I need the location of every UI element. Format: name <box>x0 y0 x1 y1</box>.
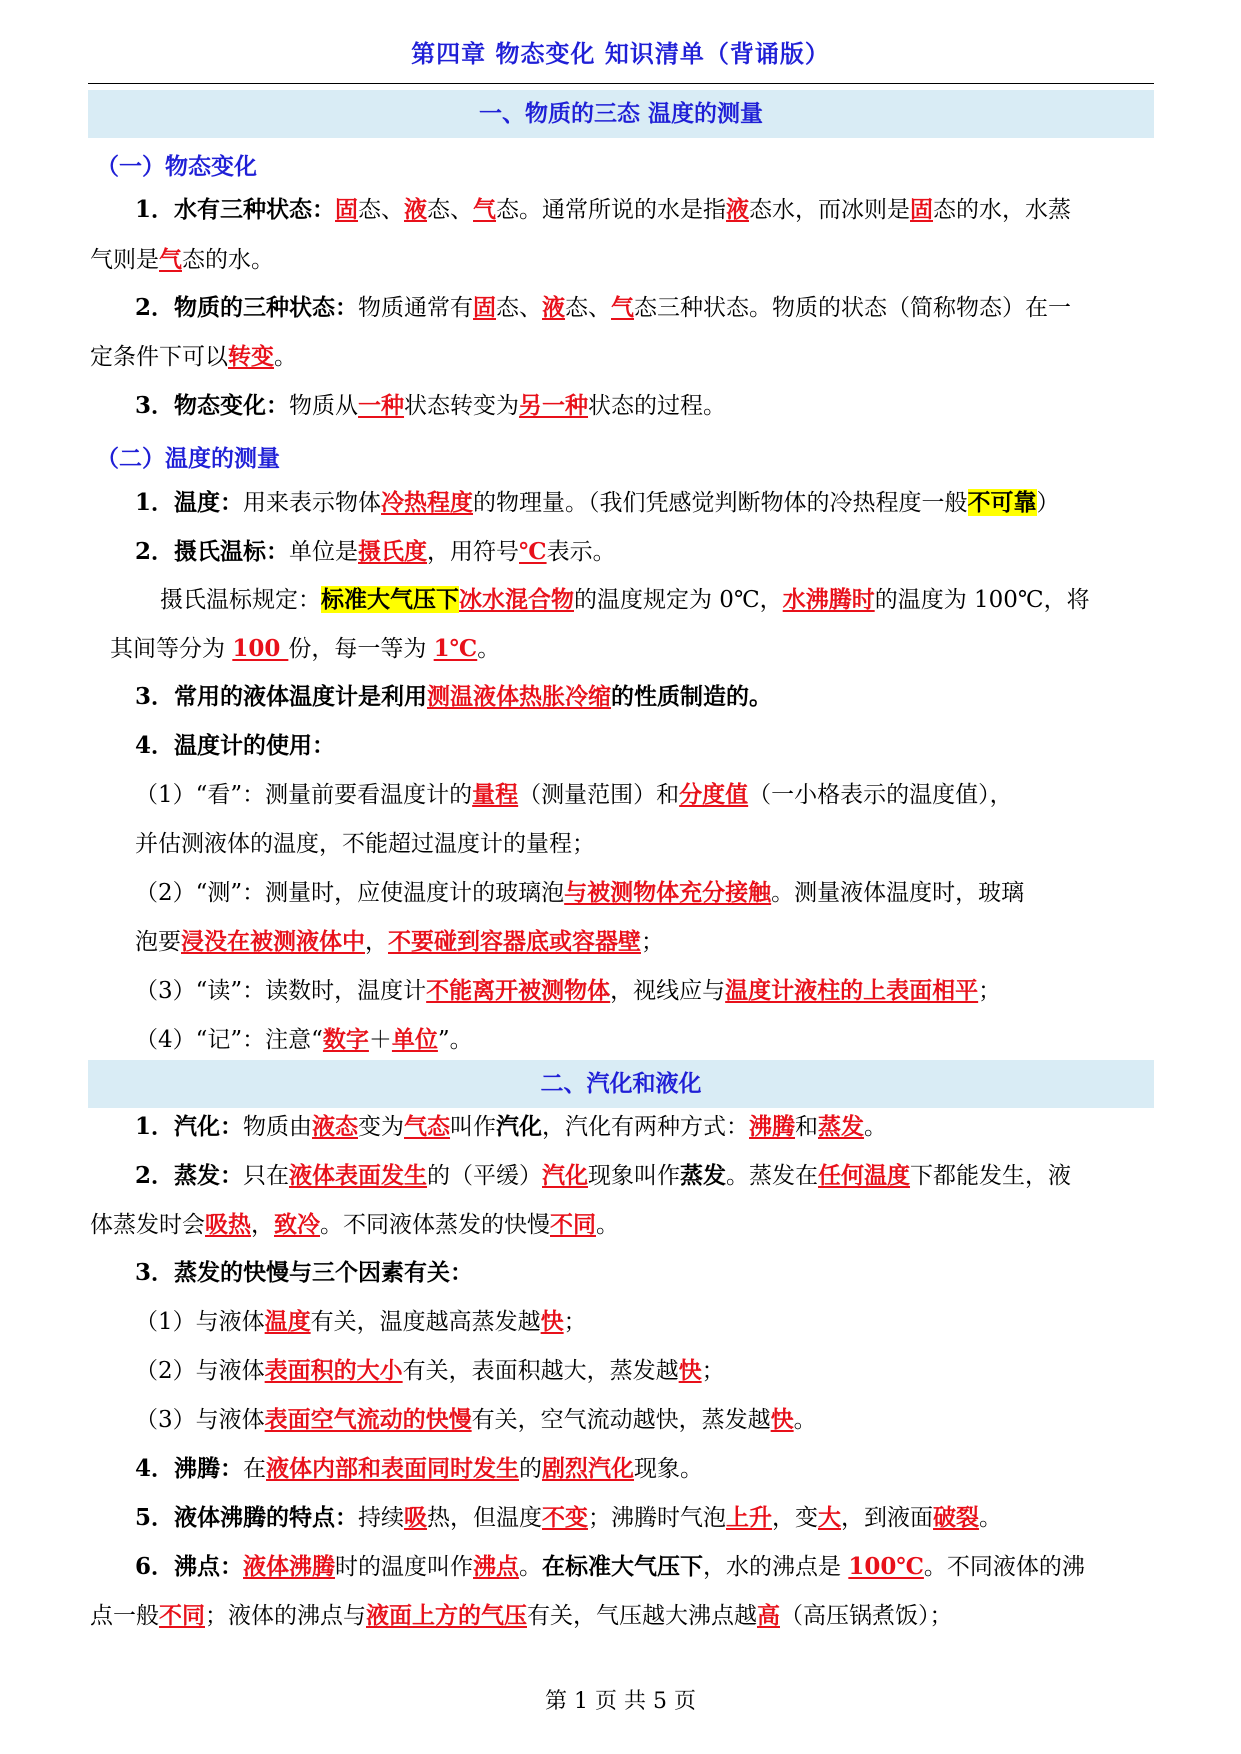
bold-text: 2．物质的三种状态： <box>135 294 359 321</box>
plain-text: （2）“测”：测量时，应使温度计的玻璃泡 <box>135 880 565 906</box>
text-line <box>135 1307 587 1337</box>
answer-text: 液态 <box>312 1113 359 1140</box>
bold-text: 1．水有三种状态： <box>135 196 336 223</box>
text-line <box>135 1405 817 1435</box>
bold-text: 1．温度： <box>135 489 244 516</box>
plain-text: 和 <box>795 1114 819 1140</box>
answer-text: 与被测物体充分接触 <box>564 879 772 906</box>
answer-text: 沸腾 <box>749 1113 796 1140</box>
answer-text: 分度值 <box>679 781 749 808</box>
plain-text: 气则是 <box>90 247 159 273</box>
plain-text: 有关，气压越大沸点越 <box>527 1603 757 1629</box>
plain-text: 单位是 <box>289 539 359 565</box>
bold-text: 汽化 <box>496 1113 543 1140</box>
answer-text: 气 <box>159 246 182 273</box>
bold-text: 3．物态变化： <box>135 392 290 419</box>
text-line <box>135 731 335 761</box>
text-line <box>135 829 595 859</box>
answer-text: 剧烈汽化 <box>542 1455 635 1482</box>
plain-text: （一小格表示的温度值）， <box>748 782 1013 808</box>
plain-text: （1）“看”：测量前要看温度计的 <box>135 782 473 808</box>
page-footer: 第 1 页 共 5 页 <box>545 1689 696 1714</box>
answer-text: 数字 <box>322 1026 369 1053</box>
text-line <box>135 1552 1085 1582</box>
answer-text: 100℃ <box>848 1553 924 1580</box>
plain-text: ，汽化有两种方式： <box>542 1114 750 1140</box>
plain-text: 。 <box>979 1505 1003 1531</box>
highlight-text: 不可靠 <box>967 489 1037 516</box>
text-line <box>135 682 772 712</box>
answer-text: 高 <box>757 1602 780 1629</box>
plain-text: 态、 <box>427 197 474 223</box>
answer-text: 任何温度 <box>818 1162 911 1189</box>
text-line <box>90 342 297 372</box>
answer-text: 快 <box>770 1406 794 1433</box>
plain-text: 的（平缓） <box>427 1163 543 1189</box>
text-line <box>135 1356 725 1386</box>
answer-text: 大 <box>818 1504 842 1531</box>
answer-text: 不变 <box>542 1504 589 1531</box>
plain-text: ；液体的沸点与 <box>205 1603 366 1629</box>
text-line <box>90 1210 619 1240</box>
answer-text: 液体内部和表面同时发生 <box>266 1455 520 1482</box>
plain-text: 物质从 <box>289 393 359 419</box>
answer-text: 测温液体热胀冷缩 <box>427 683 612 710</box>
answer-text: 不能离开被测物体 <box>426 977 611 1004</box>
plain-text: 泡要 <box>135 929 181 955</box>
answer-text: 1℃ <box>433 635 478 662</box>
plain-text: 物质由 <box>243 1114 313 1140</box>
answer-text: 水沸腾时 <box>782 586 875 613</box>
plain-text: （4）“记”：注意“ <box>135 1027 323 1053</box>
plain-text: ；沸腾时气泡 <box>588 1505 727 1531</box>
plain-text: ， <box>251 1212 274 1238</box>
answer-text: 液体沸腾 <box>243 1553 336 1580</box>
plain-text: ； <box>978 978 1002 1004</box>
answer-text: 不同 <box>159 1602 205 1629</box>
plain-text: 的温度为 100℃，将 <box>874 587 1090 613</box>
plain-text: （2）与液体 <box>135 1358 265 1384</box>
text-line <box>135 1503 1002 1533</box>
plain-text: ，视线应与 <box>610 978 726 1004</box>
answer-text: 不要碰到容器底或容器壁 <box>388 928 641 955</box>
text-line <box>135 1258 473 1288</box>
answer-text: 一种 <box>358 392 405 419</box>
plain-text: 热，但温度 <box>427 1505 543 1531</box>
answer-text: 固 <box>910 196 934 223</box>
plain-text: 点一般 <box>90 1603 159 1629</box>
text-line <box>135 1025 473 1055</box>
plain-text: 现象。 <box>634 1456 704 1482</box>
answer-text: 摄氏度 <box>358 538 428 565</box>
plain-text: ，用符号 <box>427 539 520 565</box>
plain-text: 。 <box>596 1212 619 1238</box>
plain-text: 。不同液体的沸 <box>923 1554 1085 1580</box>
bold-text: 3．常用的液体温度计是利用 <box>135 683 428 710</box>
answer-text: 液面上方的气压 <box>366 1602 527 1629</box>
plain-text: 物质通常有 <box>358 295 474 321</box>
section-heading-1: 一、物质的三态 温度的测量 <box>88 90 1154 138</box>
answer-text: 液 <box>542 294 566 321</box>
text-line <box>90 245 274 275</box>
plain-text: 态、 <box>358 197 405 223</box>
plain-text: ，变 <box>772 1505 819 1531</box>
text-line <box>135 976 1001 1006</box>
plain-text: 。 <box>519 1554 543 1580</box>
text-line <box>135 1112 887 1142</box>
plain-text: 只在 <box>243 1163 290 1189</box>
plain-text: 叫作 <box>450 1114 497 1140</box>
plain-text: 体蒸发时会 <box>90 1212 205 1238</box>
bold-text: 1．汽化： <box>135 1113 244 1140</box>
text-line <box>135 391 726 421</box>
plain-text: 并估测液体的温度，不能超过温度计的量程； <box>135 831 595 857</box>
plain-text: 时的温度叫作 <box>335 1554 474 1580</box>
answer-text: 固 <box>335 196 359 223</box>
plain-text: 态。通常所说的水是指 <box>496 197 727 223</box>
document-title: 第四章 物态变化 知识清单（背诵版） <box>411 39 830 68</box>
answer-text: 表面空气流动的快慢 <box>264 1406 472 1433</box>
answer-text: 温度计液柱的上表面相平 <box>725 977 979 1004</box>
text-line <box>135 537 616 567</box>
plain-text: 下都能发生，液 <box>910 1163 1072 1189</box>
answer-text: 温度 <box>264 1308 311 1335</box>
plain-text: 状态转变为 <box>404 393 520 419</box>
plain-text: 状态的过程。 <box>588 393 727 419</box>
bold-text: 2．蒸发： <box>135 1162 244 1189</box>
plain-text: ； <box>641 929 664 955</box>
bold-text: 6．沸点： <box>135 1553 244 1580</box>
answer-text: 沸点 <box>473 1553 520 1580</box>
answer-text: 单位 <box>391 1026 438 1053</box>
answer-text: 气 <box>473 196 497 223</box>
answer-text: 另一种 <box>519 392 589 419</box>
answer-text: 致冷 <box>274 1211 320 1238</box>
bold-text: 蒸发 <box>680 1162 727 1189</box>
text-line <box>135 195 1071 225</box>
answer-text: 液 <box>404 196 428 223</box>
text-line <box>135 780 1013 810</box>
answer-text: 冷热程度 <box>381 489 474 516</box>
plain-text: 态的水，水蒸 <box>933 197 1072 223</box>
answer-text: 气 <box>611 294 635 321</box>
plain-text: 。不同液体蒸发的快慢 <box>320 1212 550 1238</box>
answer-text: 吸热 <box>205 1211 251 1238</box>
text-line <box>135 1454 703 1484</box>
plain-text: ”。 <box>437 1027 473 1053</box>
text-line <box>135 878 1024 908</box>
answer-text: 快 <box>678 1357 702 1384</box>
plain-text: 表示。 <box>546 539 616 565</box>
text-line <box>90 1601 953 1631</box>
text-line <box>110 634 500 664</box>
plain-text: 持续 <box>358 1505 405 1531</box>
plain-text: 。 <box>864 1114 888 1140</box>
plain-text: ； <box>701 1358 725 1384</box>
plain-text: ， <box>365 929 388 955</box>
plain-text: 在 <box>243 1456 267 1482</box>
text-line <box>160 585 1090 615</box>
title-divider <box>88 83 1154 84</box>
subsection-heading-1: （一）物态变化 <box>96 153 257 180</box>
answer-text: 冰水混合物 <box>459 586 574 613</box>
answer-text: 100 <box>232 635 289 662</box>
plain-text: 有关，表面积越大，蒸发越 <box>402 1358 679 1384</box>
bold-text: 4．温度计的使用： <box>135 732 336 759</box>
plain-text: （3）“读”：读数时，温度计 <box>135 978 427 1004</box>
answer-text: 液体表面发生 <box>289 1162 428 1189</box>
plain-text: 。测量液体温度时，玻璃 <box>771 880 1025 906</box>
plain-text: 态水，而冰则是 <box>749 197 911 223</box>
plain-text: （1）与液体 <box>135 1309 265 1335</box>
answer-text: 快 <box>540 1308 564 1335</box>
section-heading-2: 二、汽化和液化 <box>88 1060 1154 1108</box>
plain-text: 态、 <box>496 295 543 321</box>
plain-text: 态三种状态。物质的状态（简称物态）在一 <box>634 295 1072 321</box>
plain-text: 现象叫作 <box>588 1163 681 1189</box>
highlight-text: 标准大气压下 <box>321 586 459 613</box>
plain-text: ，到液面 <box>841 1505 934 1531</box>
plain-text: 变为 <box>358 1114 405 1140</box>
plain-text: 定条件下可以 <box>90 344 228 370</box>
answer-text: 上升 <box>726 1504 773 1531</box>
bold-text: 2．摄氏温标： <box>135 538 290 565</box>
plain-text: 摄氏温标规定： <box>160 587 321 613</box>
answer-text: 吸 <box>404 1504 428 1531</box>
plain-text: 。蒸发在 <box>726 1163 819 1189</box>
plain-text: 。 <box>793 1407 817 1433</box>
plain-text: （高压锅煮饭）； <box>780 1603 953 1629</box>
answer-text: 液 <box>726 196 750 223</box>
answer-text: ℃ <box>519 538 547 565</box>
answer-text: 汽化 <box>542 1162 589 1189</box>
answer-text: 固 <box>473 294 497 321</box>
bold-text: 3．蒸发的快慢与三个因素有关： <box>135 1259 474 1286</box>
text-line <box>135 1161 1071 1191</box>
text-line <box>135 927 664 957</box>
answer-text: 破裂 <box>933 1504 980 1531</box>
text-line <box>135 293 1071 323</box>
plain-text: 有关，温度越高蒸发越 <box>310 1309 541 1335</box>
subsection-heading-2: （二）温度的测量 <box>96 445 280 472</box>
bold-text: 5．液体沸腾的特点： <box>135 1504 359 1531</box>
bold-text: 4．沸腾： <box>135 1455 244 1482</box>
answer-text: 气态 <box>404 1113 451 1140</box>
bold-text: 在标准大气压下 <box>542 1553 704 1580</box>
plain-text: ； <box>563 1309 587 1335</box>
plain-text: 的物理量。（我们凭感觉判断物体的冷热程度一般 <box>473 490 968 516</box>
plain-text: （3）与液体 <box>135 1407 265 1433</box>
plain-text: ） <box>1036 490 1060 516</box>
plain-text: 。 <box>274 344 297 370</box>
answer-text: 浸没在被测液体中 <box>181 928 365 955</box>
answer-text: 不同 <box>550 1211 596 1238</box>
plain-text: （测量范围）和 <box>518 782 680 808</box>
plain-text: 份，每一等为 <box>288 636 434 662</box>
plain-text: 的 <box>519 1456 543 1482</box>
answer-text: 表面积的大小 <box>264 1357 403 1384</box>
plain-text: ＋ <box>368 1027 392 1053</box>
plain-text: 态、 <box>565 295 612 321</box>
plain-text: 态的水。 <box>182 247 274 273</box>
plain-text: 有关，空气流动越快，蒸发越 <box>471 1407 771 1433</box>
plain-text: 其间等分为 <box>110 636 233 662</box>
plain-text: 。 <box>477 636 501 662</box>
plain-text: ，水的沸点是 <box>703 1554 849 1580</box>
text-line <box>135 488 1060 518</box>
answer-text: 转变 <box>228 343 274 370</box>
answer-text: 蒸发 <box>818 1113 865 1140</box>
bold-text: 的性质制造的。 <box>611 683 773 710</box>
plain-text: 的温度规定为 0℃， <box>574 587 783 613</box>
plain-text: 用来表示物体 <box>243 490 382 516</box>
answer-text: 量程 <box>472 781 519 808</box>
